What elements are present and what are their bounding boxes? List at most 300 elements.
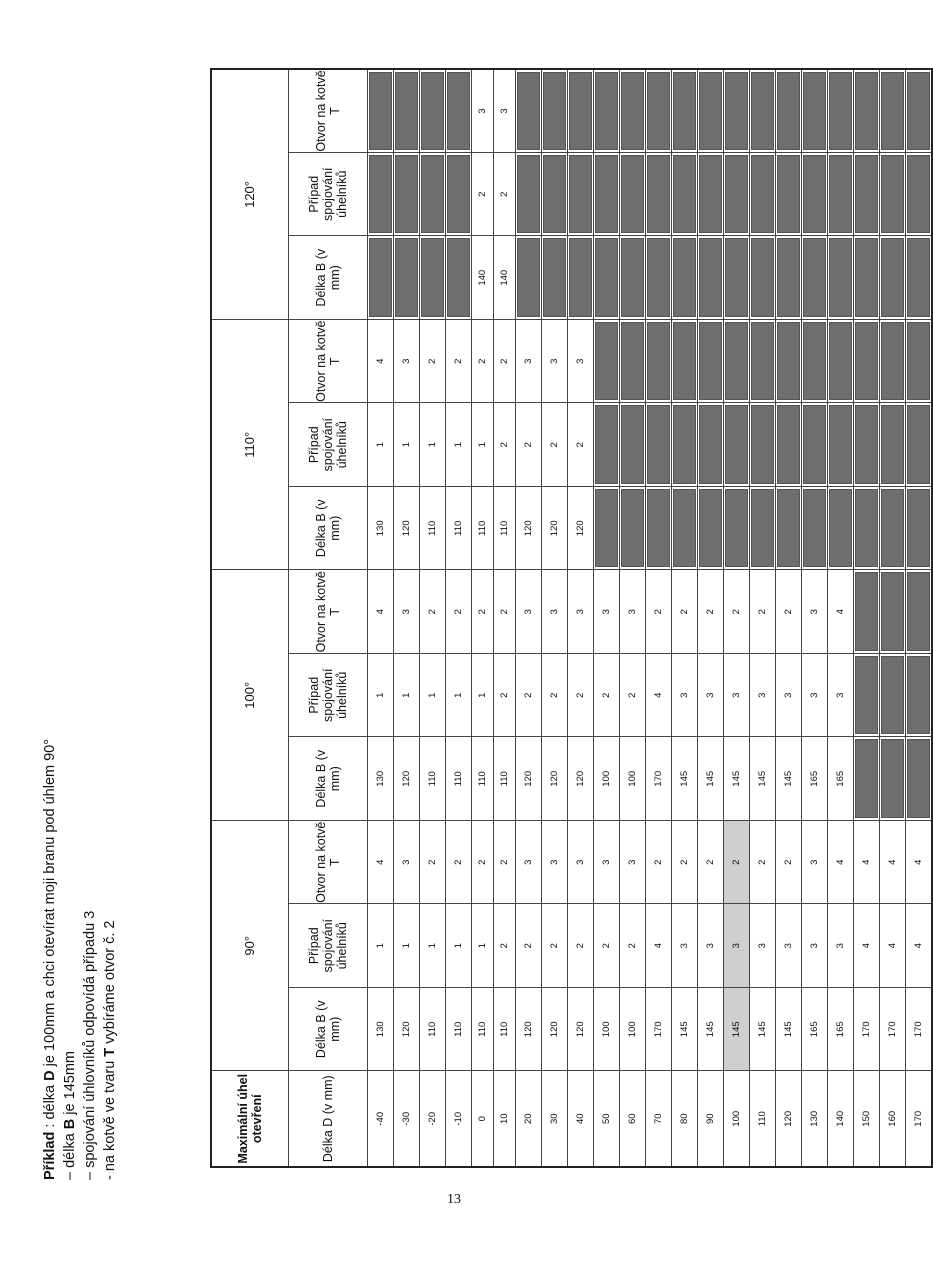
unavailable-fill <box>725 72 748 150</box>
unavailable-cell <box>828 69 854 153</box>
value-cell: 3 <box>724 904 750 988</box>
table-row <box>672 69 698 1167</box>
length-b-header-120: Délka B (v mm) <box>289 236 368 320</box>
length-d-cell: 10 <box>494 1071 516 1167</box>
value-cell: 1 <box>446 654 472 738</box>
value-cell: 4 <box>906 821 933 905</box>
unavailable-cell <box>802 152 828 236</box>
unavailable-fill <box>569 72 592 150</box>
unavailable-fill <box>595 489 618 568</box>
unavailable-fill <box>699 489 722 568</box>
value-cell: 2 <box>594 654 620 738</box>
value-cell: 4 <box>906 904 933 988</box>
value-cell: 120 <box>542 737 568 821</box>
unavailable-cell <box>516 152 542 236</box>
value-cell: 110 <box>446 487 472 571</box>
length-d-cell: 80 <box>672 1071 698 1167</box>
unavailable-fill <box>447 155 470 234</box>
length-d-cell: 120 <box>776 1071 802 1167</box>
unavailable-cell <box>672 319 698 403</box>
unavailable-cell <box>776 403 802 487</box>
unavailable-fill <box>595 155 618 234</box>
unavailable-cell <box>698 487 724 571</box>
unavailable-fill <box>777 489 800 568</box>
unavailable-cell <box>620 236 646 320</box>
unavailable-fill <box>621 489 644 568</box>
value-cell: 3 <box>516 319 542 403</box>
length-d-cell: 0 <box>472 1071 494 1167</box>
unavailable-fill <box>517 238 540 317</box>
note-line-2: – délka B je 145mm <box>62 1051 78 1180</box>
unavailable-fill <box>907 72 930 150</box>
unavailable-cell <box>880 152 906 236</box>
value-cell: 120 <box>568 487 594 571</box>
unavailable-fill <box>881 489 904 568</box>
value-cell: 3 <box>828 904 854 988</box>
value-cell: 3 <box>516 821 542 905</box>
value-cell: 120 <box>516 487 542 571</box>
unavailable-fill <box>855 238 878 317</box>
value-cell: 4 <box>368 821 394 905</box>
value-cell: 2 <box>494 570 516 654</box>
length-b-header-90: Délka B (v mm) <box>289 988 368 1072</box>
value-cell: 110 <box>472 737 494 821</box>
value-cell: 4 <box>368 570 394 654</box>
value-cell: 100 <box>594 988 620 1072</box>
unavailable-fill <box>881 406 904 485</box>
unavailable-cell <box>828 152 854 236</box>
value-cell: 4 <box>368 319 394 403</box>
value-cell: 120 <box>542 487 568 571</box>
table-row <box>776 69 802 1167</box>
value-cell: 145 <box>776 737 802 821</box>
value-cell: 110 <box>420 988 446 1072</box>
length-d-cell: -30 <box>394 1071 420 1167</box>
unavailable-cell <box>698 319 724 403</box>
value-cell: 110 <box>420 737 446 821</box>
unavailable-fill <box>855 740 878 819</box>
note-line-1: Příklad : délka D je 100mm a chci otevírat moji branu pod úhlem 90° <box>42 738 58 1180</box>
value-cell: 2 <box>620 904 646 988</box>
value-cell: 2 <box>620 654 646 738</box>
unavailable-fill <box>621 155 644 234</box>
unavailable-cell <box>854 319 880 403</box>
unavailable-fill <box>647 155 670 234</box>
unavailable-fill <box>777 406 800 485</box>
group-header-110: 110° <box>211 319 289 570</box>
unavailable-cell <box>854 403 880 487</box>
table-row <box>724 69 750 1167</box>
unavailable-cell <box>646 236 672 320</box>
unavailable-fill <box>647 406 670 485</box>
unavailable-fill <box>751 489 774 568</box>
unavailable-fill <box>517 155 540 234</box>
unavailable-cell <box>646 69 672 153</box>
value-cell: 4 <box>828 821 854 905</box>
unavailable-fill <box>751 322 774 401</box>
anchor-hole-header-120: Otvor na kotvě T <box>289 69 368 153</box>
value-cell: 100 <box>620 737 646 821</box>
value-cell: 3 <box>698 904 724 988</box>
unavailable-cell <box>854 487 880 571</box>
value-cell: 2 <box>542 403 568 487</box>
value-cell: 2 <box>494 821 516 905</box>
joint-case-header-110: Případ spojování úhelníků <box>289 403 368 487</box>
unavailable-fill <box>881 573 904 652</box>
unavailable-cell <box>802 403 828 487</box>
unavailable-cell <box>594 403 620 487</box>
value-cell: 1 <box>394 403 420 487</box>
unavailable-fill <box>829 72 852 150</box>
value-cell: 2 <box>568 904 594 988</box>
unavailable-fill <box>673 155 696 234</box>
unavailable-cell <box>672 152 698 236</box>
unavailable-cell <box>854 69 880 153</box>
unavailable-cell <box>802 487 828 571</box>
value-cell: 110 <box>472 487 494 571</box>
value-cell: 2 <box>494 319 516 403</box>
value-cell: 2 <box>446 319 472 403</box>
unavailable-fill <box>647 489 670 568</box>
unavailable-fill <box>395 72 418 150</box>
value-cell: 3 <box>568 570 594 654</box>
value-cell: 3 <box>594 570 620 654</box>
unavailable-cell <box>724 403 750 487</box>
value-cell: 110 <box>494 487 516 571</box>
value-cell: 130 <box>368 988 394 1072</box>
value-cell: 100 <box>620 988 646 1072</box>
unavailable-cell <box>672 69 698 153</box>
unavailable-cell <box>854 236 880 320</box>
unavailable-cell <box>880 319 906 403</box>
length-d-cell: -20 <box>420 1071 446 1167</box>
unavailable-fill <box>699 72 722 150</box>
unavailable-cell <box>802 319 828 403</box>
value-cell: 2 <box>672 570 698 654</box>
unavailable-fill <box>855 489 878 568</box>
unavailable-fill <box>751 406 774 485</box>
unavailable-fill <box>421 72 444 150</box>
unavailable-fill <box>751 238 774 317</box>
length-d-cell: 90 <box>698 1071 724 1167</box>
unavailable-cell <box>906 737 933 821</box>
value-cell: 3 <box>568 821 594 905</box>
unavailable-cell <box>776 69 802 153</box>
unavailable-cell <box>698 69 724 153</box>
value-cell: 1 <box>368 654 394 738</box>
unavailable-cell <box>750 236 776 320</box>
unavailable-cell <box>620 319 646 403</box>
value-cell: 2 <box>646 821 672 905</box>
unavailable-cell <box>906 403 933 487</box>
value-cell: 3 <box>394 570 420 654</box>
corner-header: Maximální úhel otevření <box>211 1071 289 1167</box>
unavailable-cell <box>750 403 776 487</box>
value-cell: 3 <box>620 821 646 905</box>
unavailable-cell <box>906 654 933 738</box>
unavailable-cell <box>542 236 568 320</box>
unavailable-fill <box>855 406 878 485</box>
value-cell: 1 <box>446 904 472 988</box>
length-d-cell: 30 <box>542 1071 568 1167</box>
unavailable-fill <box>725 406 748 485</box>
unavailable-cell <box>368 236 394 320</box>
unavailable-fill <box>803 155 826 234</box>
unavailable-cell <box>420 69 446 153</box>
value-cell: 2 <box>724 570 750 654</box>
value-cell: 110 <box>494 988 516 1072</box>
value-cell: 120 <box>394 487 420 571</box>
value-cell: 3 <box>394 821 420 905</box>
value-cell: 2 <box>776 821 802 905</box>
example-note <box>40 680 120 1180</box>
unavailable-fill <box>855 656 878 735</box>
length-d-cell: 110 <box>750 1071 776 1167</box>
unavailable-cell <box>542 69 568 153</box>
unavailable-fill <box>595 406 618 485</box>
value-cell: 2 <box>472 152 494 236</box>
sub-header-row <box>289 69 368 1167</box>
unavailable-cell <box>724 236 750 320</box>
unavailable-cell <box>368 69 394 153</box>
unavailable-fill <box>595 72 618 150</box>
unavailable-fill <box>829 489 852 568</box>
unavailable-cell <box>646 487 672 571</box>
table-row <box>828 69 854 1167</box>
unavailable-fill <box>621 406 644 485</box>
value-cell: 4 <box>828 570 854 654</box>
value-cell: 3 <box>394 319 420 403</box>
value-cell: 3 <box>542 319 568 403</box>
unavailable-fill <box>647 72 670 150</box>
unavailable-cell <box>724 152 750 236</box>
length-d-cell: -40 <box>368 1071 394 1167</box>
value-cell: 3 <box>802 570 828 654</box>
unavailable-fill <box>881 155 904 234</box>
value-cell: 1 <box>368 904 394 988</box>
unavailable-cell <box>446 69 472 153</box>
table-row <box>620 69 646 1167</box>
table-row <box>542 69 568 1167</box>
anchor-hole-header-110: Otvor na kotvě T <box>289 319 368 403</box>
value-cell: 2 <box>516 403 542 487</box>
unavailable-cell <box>594 69 620 153</box>
unavailable-fill <box>673 489 696 568</box>
length-d-header: Délka D (v mm) <box>289 1071 368 1167</box>
unavailable-fill <box>421 155 444 234</box>
joint-case-header-90: Případ spojování úhelníků <box>289 904 368 988</box>
value-cell: 120 <box>394 737 420 821</box>
unavailable-cell <box>750 152 776 236</box>
value-cell: 1 <box>420 403 446 487</box>
value-cell: 2 <box>568 403 594 487</box>
value-cell: 3 <box>750 904 776 988</box>
note-line-3: – spojování úhlovníků odpovídá případu 3 <box>82 910 98 1180</box>
value-cell: 130 <box>368 487 394 571</box>
value-cell: 2 <box>646 570 672 654</box>
table-row <box>698 69 724 1167</box>
unavailable-fill <box>725 322 748 401</box>
length-d-cell: 130 <box>802 1071 828 1167</box>
value-cell: 1 <box>472 654 494 738</box>
unavailable-cell <box>394 236 420 320</box>
unavailable-cell <box>394 152 420 236</box>
page-number: 13 <box>447 1192 461 1207</box>
value-cell: 2 <box>420 821 446 905</box>
unavailable-cell <box>776 152 802 236</box>
unavailable-fill <box>621 322 644 401</box>
unavailable-cell <box>854 654 880 738</box>
value-cell: 2 <box>698 570 724 654</box>
unavailable-cell <box>880 69 906 153</box>
value-cell: 4 <box>880 904 906 988</box>
unavailable-cell <box>828 403 854 487</box>
table-row <box>368 69 394 1167</box>
unavailable-fill <box>725 238 748 317</box>
value-cell: 4 <box>854 821 880 905</box>
unavailable-cell <box>646 403 672 487</box>
unavailable-fill <box>621 238 644 317</box>
value-cell: 2 <box>494 654 516 738</box>
unavailable-fill <box>369 72 392 150</box>
unavailable-fill <box>673 322 696 401</box>
value-cell: 145 <box>776 988 802 1072</box>
unavailable-cell <box>394 69 420 153</box>
unavailable-cell <box>516 236 542 320</box>
unavailable-fill <box>647 322 670 401</box>
unavailable-fill <box>647 238 670 317</box>
unavailable-fill <box>777 155 800 234</box>
length-d-cell: 160 <box>880 1071 906 1167</box>
value-cell: 2 <box>750 821 776 905</box>
value-cell: 110 <box>446 737 472 821</box>
table-row <box>516 69 542 1167</box>
anchor-hole-header-90: Otvor na kotvě T <box>289 821 368 905</box>
unavailable-cell <box>802 236 828 320</box>
unavailable-cell <box>594 236 620 320</box>
table-row <box>906 69 933 1167</box>
unavailable-fill <box>595 238 618 317</box>
value-cell: 2 <box>472 821 494 905</box>
value-cell: 2 <box>472 319 494 403</box>
value-cell: 140 <box>472 236 494 320</box>
value-cell: 3 <box>802 821 828 905</box>
length-d-cell: 150 <box>854 1071 880 1167</box>
unavailable-cell <box>906 69 933 153</box>
unavailable-fill <box>829 238 852 317</box>
unavailable-fill <box>777 238 800 317</box>
unavailable-fill <box>907 238 930 317</box>
unavailable-fill <box>595 322 618 401</box>
unavailable-fill <box>881 740 904 819</box>
value-cell: 145 <box>750 988 776 1072</box>
value-cell: 120 <box>516 737 542 821</box>
unavailable-fill <box>699 322 722 401</box>
unavailable-fill <box>569 238 592 317</box>
value-cell: 3 <box>472 69 494 153</box>
unavailable-fill <box>907 740 930 819</box>
value-cell: 100 <box>594 737 620 821</box>
unavailable-fill <box>673 72 696 150</box>
unavailable-fill <box>907 155 930 234</box>
value-cell: 2 <box>494 904 516 988</box>
unavailable-cell <box>880 403 906 487</box>
unavailable-cell <box>724 487 750 571</box>
length-d-cell: 100 <box>724 1071 750 1167</box>
unavailable-fill <box>621 72 644 150</box>
value-cell: 170 <box>906 988 933 1072</box>
value-cell: 170 <box>646 737 672 821</box>
unavailable-cell <box>724 69 750 153</box>
length-d-cell: 140 <box>828 1071 854 1167</box>
unavailable-cell <box>672 403 698 487</box>
table-row <box>594 69 620 1167</box>
value-cell: 165 <box>802 737 828 821</box>
unavailable-cell <box>646 319 672 403</box>
value-cell: 110 <box>446 988 472 1072</box>
unavailable-cell <box>568 236 594 320</box>
value-cell: 120 <box>568 737 594 821</box>
unavailable-fill <box>803 322 826 401</box>
unavailable-cell <box>828 236 854 320</box>
value-cell: 2 <box>446 570 472 654</box>
unavailable-cell <box>594 487 620 571</box>
unavailable-cell <box>594 319 620 403</box>
unavailable-cell <box>906 319 933 403</box>
unavailable-cell <box>698 403 724 487</box>
unavailable-fill <box>907 322 930 401</box>
value-cell: 3 <box>494 69 516 153</box>
unavailable-cell <box>750 319 776 403</box>
value-cell: 120 <box>516 988 542 1072</box>
value-cell: 3 <box>594 821 620 905</box>
joint-case-header-120: Případ spojování úhelníků <box>289 152 368 236</box>
value-cell: 1 <box>472 904 494 988</box>
value-cell: 3 <box>776 904 802 988</box>
unavailable-cell <box>420 236 446 320</box>
value-cell: 3 <box>672 904 698 988</box>
value-cell: 1 <box>472 403 494 487</box>
unavailable-fill <box>881 238 904 317</box>
length-d-cell: 170 <box>906 1071 933 1167</box>
value-cell: 3 <box>568 319 594 403</box>
value-cell: 120 <box>568 988 594 1072</box>
unavailable-fill <box>829 406 852 485</box>
value-cell: 2 <box>750 570 776 654</box>
value-cell: 1 <box>420 904 446 988</box>
value-cell: 165 <box>828 737 854 821</box>
unavailable-cell <box>906 236 933 320</box>
group-header-120: 120° <box>211 69 289 320</box>
unavailable-fill <box>907 406 930 485</box>
value-cell: 145 <box>698 737 724 821</box>
unavailable-cell <box>620 152 646 236</box>
value-cell: 3 <box>698 654 724 738</box>
table-row <box>420 69 446 1167</box>
joint-case-header-100: Případ spojování úhelníků <box>289 654 368 738</box>
length-d-cell: 60 <box>620 1071 646 1167</box>
value-cell: 2 <box>516 654 542 738</box>
value-cell: 145 <box>724 737 750 821</box>
value-cell: 3 <box>516 570 542 654</box>
unavailable-fill <box>543 72 566 150</box>
unavailable-fill <box>829 155 852 234</box>
unavailable-cell <box>568 152 594 236</box>
value-cell: 2 <box>420 570 446 654</box>
unavailable-fill <box>907 489 930 568</box>
unavailable-fill <box>395 155 418 234</box>
unavailable-cell <box>880 487 906 571</box>
